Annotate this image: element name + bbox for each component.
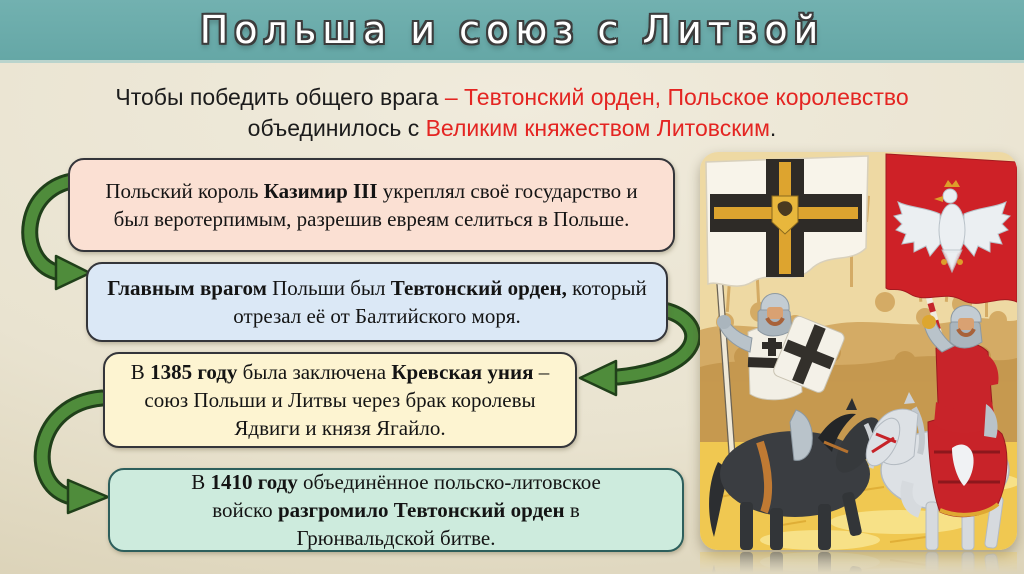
- info-box-text: [102, 274, 652, 330]
- knights-illustration-art: [700, 152, 1017, 550]
- text-run: В: [130, 359, 151, 384]
- text-run-bold: Тевтонский орден,: [390, 275, 567, 300]
- text-run-bold: 1385 году: [150, 359, 238, 384]
- text-run-bold: Казимир III: [263, 178, 378, 203]
- text-run-bold: разгромило Тевтонский орден: [277, 497, 565, 522]
- intro-segment: объединилось с: [247, 115, 426, 141]
- info-box-text: [172, 468, 620, 552]
- info-box-grunwald: [108, 468, 684, 552]
- intro-segment: Чтобы победить общего врага: [115, 84, 445, 110]
- text-run: укреплял своё государство и был веротерпимым, разрешив евреям селиться в Польше.: [113, 178, 638, 231]
- slide-header: [0, 0, 1024, 63]
- page-title: Польша и союз с Литвой: [199, 8, 825, 52]
- text-run-bold: Главным врагом: [107, 275, 267, 300]
- illustration-reflection: [700, 552, 1017, 574]
- text-run: в Грюнвальдской битве.: [296, 497, 580, 551]
- intro-segment: .: [769, 115, 777, 141]
- intro-line-1: [0, 82, 1024, 113]
- text-run: Польский король: [105, 178, 264, 203]
- text-run: объединённое польско-литовское войско: [212, 469, 601, 522]
- intro-segment-red: Великим княжеством Литовским: [425, 115, 770, 141]
- text-run: Польши был: [266, 275, 391, 300]
- info-box-krewo-union: [103, 352, 577, 448]
- info-box-kazimir: [68, 158, 675, 252]
- text-run-bold: Кревская уния: [391, 359, 534, 384]
- info-box-text: [100, 177, 643, 233]
- text-run: В: [191, 469, 211, 494]
- info-box-enemy: [86, 262, 668, 342]
- knights-illustration: [700, 152, 1017, 550]
- info-box-text: [117, 358, 563, 442]
- text-run: – союз Польши и Литвы через брак королевы Ядвиги и князя Ягайло.: [144, 359, 550, 441]
- intro-paragraph: [0, 63, 1024, 144]
- text-run: была заключена: [237, 359, 392, 384]
- text-run-bold: 1410 году: [210, 469, 298, 494]
- intro-line-2: [0, 113, 1024, 144]
- intro-segment-red: – Тевтонский орден, Польское королевство: [444, 84, 909, 110]
- text-run: который отрезал её от Балтийского моря.: [233, 275, 647, 328]
